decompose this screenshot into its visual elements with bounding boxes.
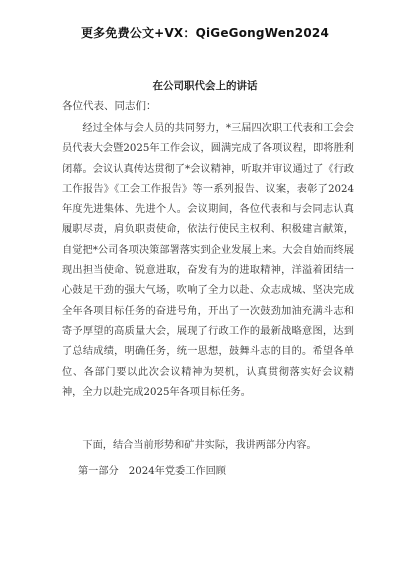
promo-banner: 更多免费公文+VX：QiGeGongWen2024	[80, 26, 329, 40]
salutation: 各位代表、同志们：	[62, 100, 157, 112]
document-title: 在公司职代会上的讲话	[152, 80, 258, 92]
body-paragraph-2: 下面，结合当前形势和矿井实际，我讲两部分内容。	[82, 440, 317, 451]
section-title: 2024年党委工作回顾	[128, 466, 226, 477]
section-label: 第一部分	[78, 466, 119, 477]
section-heading	[78, 462, 226, 477]
body-paragraph-1: 经过全体与会人员的共同努力，*三届四次职工代表和工会会员代表大会暨2025年工作会议，圆满完成了各项议程，即将胜利闭幕。会议认真传达贯彻了*会议精神，听取并审议通过了《行政工作报告》《工会工作报告》等一系列报告、议案，表彰了2024年度先进集体、先进个人。会议期间，各位代表和与会同志认真履职尽责，肩负职责使命，依法行使民主权利、积极建言献策，自觉把*公司各项决策部署落实到企业发展上来。大会自始而终展现出担当使命、锐意进取，奋发有为的进取精神，洋溢着团结一心鼓足干劲的强大气场，吹响了全力以赴、众志成城、坚决完成全年各项目标任务的奋进号角，开出了一次鼓劲加油充满斗志和寄予厚望的高质量大会，展现了行政工作的最新战略意图，达到了总结成绩，明确任务，统一思想，鼓舞斗志的目的。希望各单位、各部门要以此次会议精神为契机，认真贯彻落实好会议精神，全力以赴完成2025年各项目标任务。	[62, 123, 354, 398]
